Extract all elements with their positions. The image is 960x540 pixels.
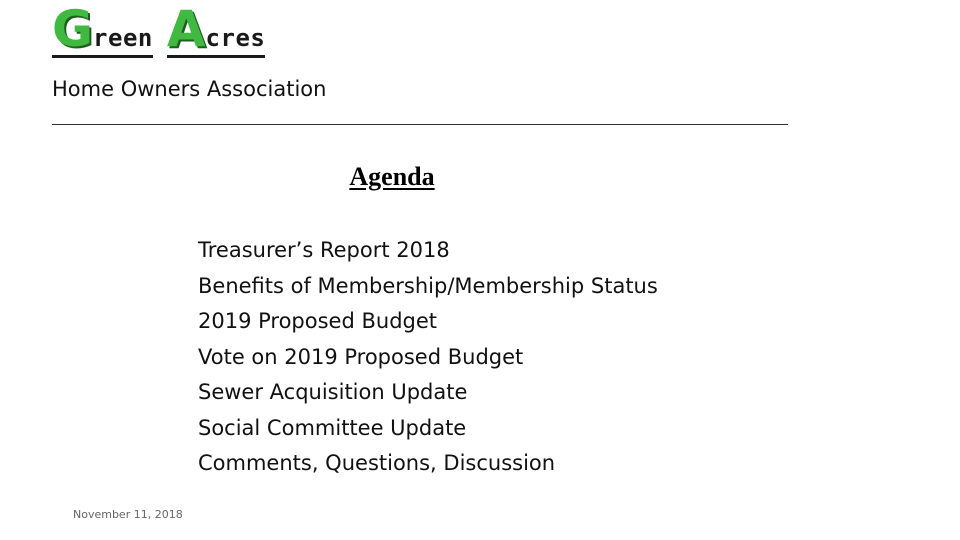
logo-word-green bbox=[52, 0, 153, 58]
agenda-title: Agenda bbox=[349, 162, 435, 191]
logo-word-acres bbox=[166, 0, 266, 58]
agenda-list bbox=[198, 233, 658, 482]
agenda-item: 2019 Proposed Budget bbox=[198, 309, 438, 333]
agenda-item: Vote on 2019 Proposed Budget bbox=[198, 344, 524, 369]
green-acres-logo bbox=[52, 0, 266, 58]
agenda-item: Sewer Acquisition Update bbox=[198, 380, 468, 404]
header-divider bbox=[52, 124, 788, 125]
agenda-item: Treasurer’s Report 2018 bbox=[198, 238, 450, 262]
logo-cap-a: A bbox=[166, 0, 206, 58]
logo-cap-g: G bbox=[52, 0, 94, 58]
agenda-item: Comments, Questions, Discussion bbox=[198, 451, 556, 475]
agenda-item: Social Committee Update bbox=[198, 415, 467, 440]
footer-date: November 11, 2018 bbox=[73, 508, 183, 521]
association-subtitle: Home Owners Association bbox=[52, 77, 327, 101]
logo-rest-acres: cres bbox=[205, 24, 266, 52]
agenda-item: Benefits of Membership/Membership Status bbox=[198, 273, 658, 298]
logo-rest-green: reen bbox=[93, 24, 153, 52]
